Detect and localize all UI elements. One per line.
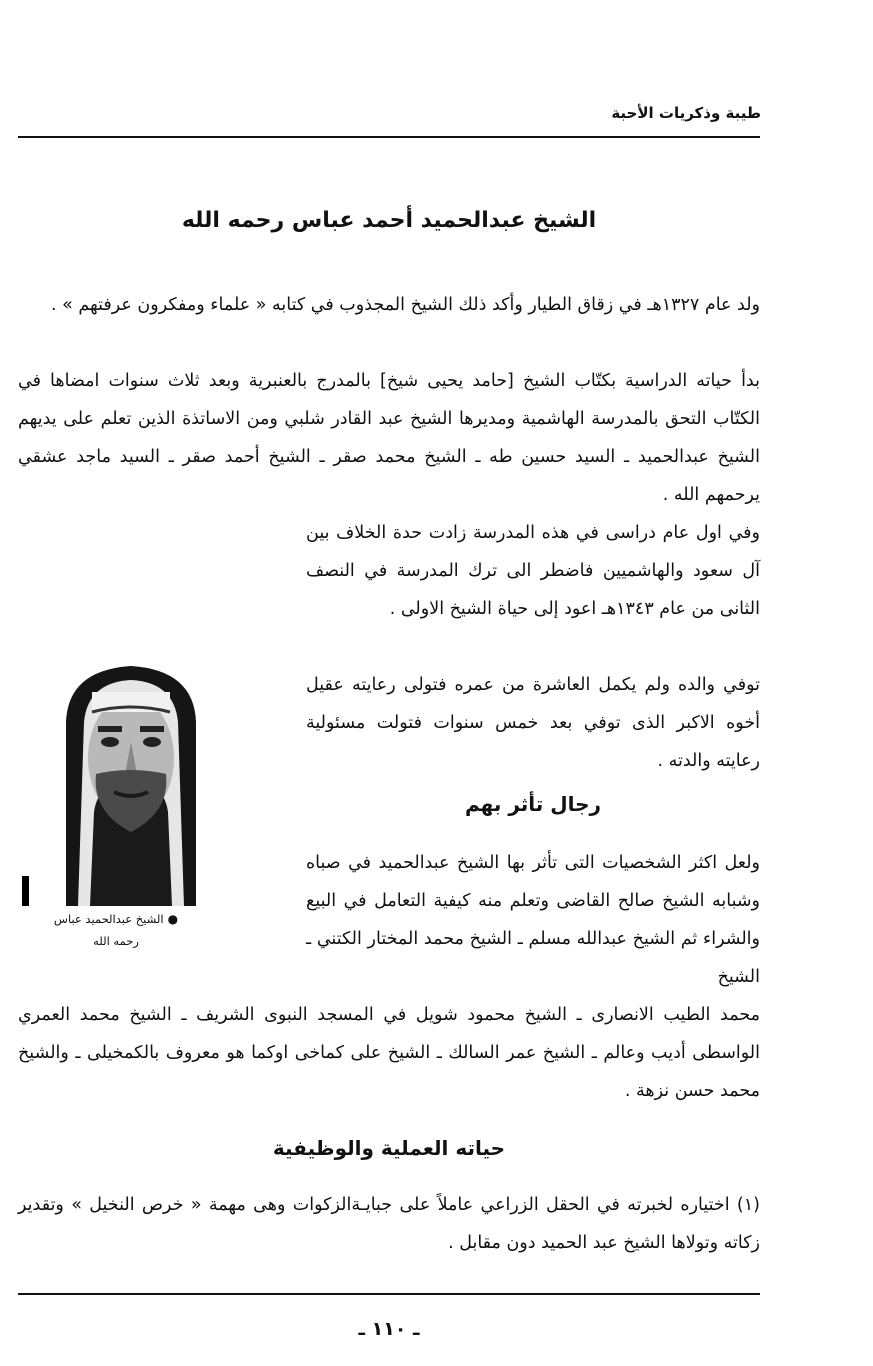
paragraph-father-death: توفي والده ولم يكمل العاشرة من عمره فتولى رعايته عقيل أخوه الاكبر الذى توفي بعد خمس سنوات فتولت مسئولية رعايته والدته . (306, 675, 760, 771)
caption-line-1 (26, 908, 206, 930)
portrait-illustration (58, 662, 204, 906)
header-rule (18, 136, 760, 138)
paragraph-career-1: (١) اختياره لخبرته في الحقل الزراعي عاملاً على جبايـةالزكوات وهى مهمة « خرص النخيل » وتقدير زكاته وتولاها الشيخ عبد الحميد دون مقابل . (18, 1195, 760, 1253)
footer-rule (18, 1293, 760, 1295)
paragraph-influences-part1: ولعل اكثر الشخصيات التى تأثر بها الشيخ عبدالحميد في صباه وشبابه الشيخ صالح القاضى وتعلم منه كيفية التعامل في البيع والشراء ثم الشيخ عبدالله مسلم ـ الشيخ محمد المختار الكتني ـ الشيخ (306, 853, 760, 987)
paragraph-birth: ولد عام ١٣٢٧هـ في زقاق الطيار وأكد ذلك الشيخ المجذوب في كتابه « علماء ومفكرون عرفتهم » . (50, 295, 760, 315)
caption-bullet: ● (167, 912, 179, 926)
caption-name: الشيخ عبدالحميد عباس (53, 912, 164, 926)
paragraph-influences-part2: محمد الطيب الانصارى ـ الشيخ محمود شويل في المسجد النبوى الشريف ـ الشيخ محمد العمري الواسطى أديب وعالم ـ الشيخ عمر السالك ـ الشيخ على كماخى اوكما هو معروف بالكمخيلى ـ والشيخ محمد حسن نزهة . (18, 1005, 760, 1101)
paragraph-education: بدأ حياته الدراسية بكتّاب الشيخ [حامد يحيى شيخ] بالمدرج بالعنبرية وبعد ثلاث سنوات امضاها في الكتّاب التحق بالمدرسة الهاشمية ومديرها الشيخ عبد القادر شلبي ومن الاساتذة الذين تعلم على يديهم الشيخ عبدالحميد ـ السيد حسين طه ـ الشيخ محمد صقر ـ الشيخ أحمد صقر ـ السيد ماجد عشقي يرحمهم الله . (18, 371, 760, 505)
subheading-influences: رجال تأثر بهم (464, 792, 602, 816)
subheading-career: حياته العملية والوظيفية (272, 1136, 506, 1160)
chapter-title: الشيخ عبدالحميد أحمد عباس رحمه الله (181, 208, 597, 233)
page-number: ـ ١١٠ ـ (358, 1318, 420, 1340)
photo-mark (22, 876, 29, 906)
caption-line-2: رحمه الله (93, 934, 139, 948)
portrait-photo (58, 662, 204, 906)
photo-caption (26, 908, 206, 952)
running-header: طيبة وذكريات الأحبة (611, 104, 761, 122)
paragraph-school-conflict: وفي اول عام دراسى في هذه المدرسة زادت حدة الخلاف بين آل سعود والهاشميين فاضطر الى ترك المدرسة في النصف الثانى من عام ١٣٤٣هـ اعود إلى حياة الشيخ الاولى . (306, 523, 760, 619)
